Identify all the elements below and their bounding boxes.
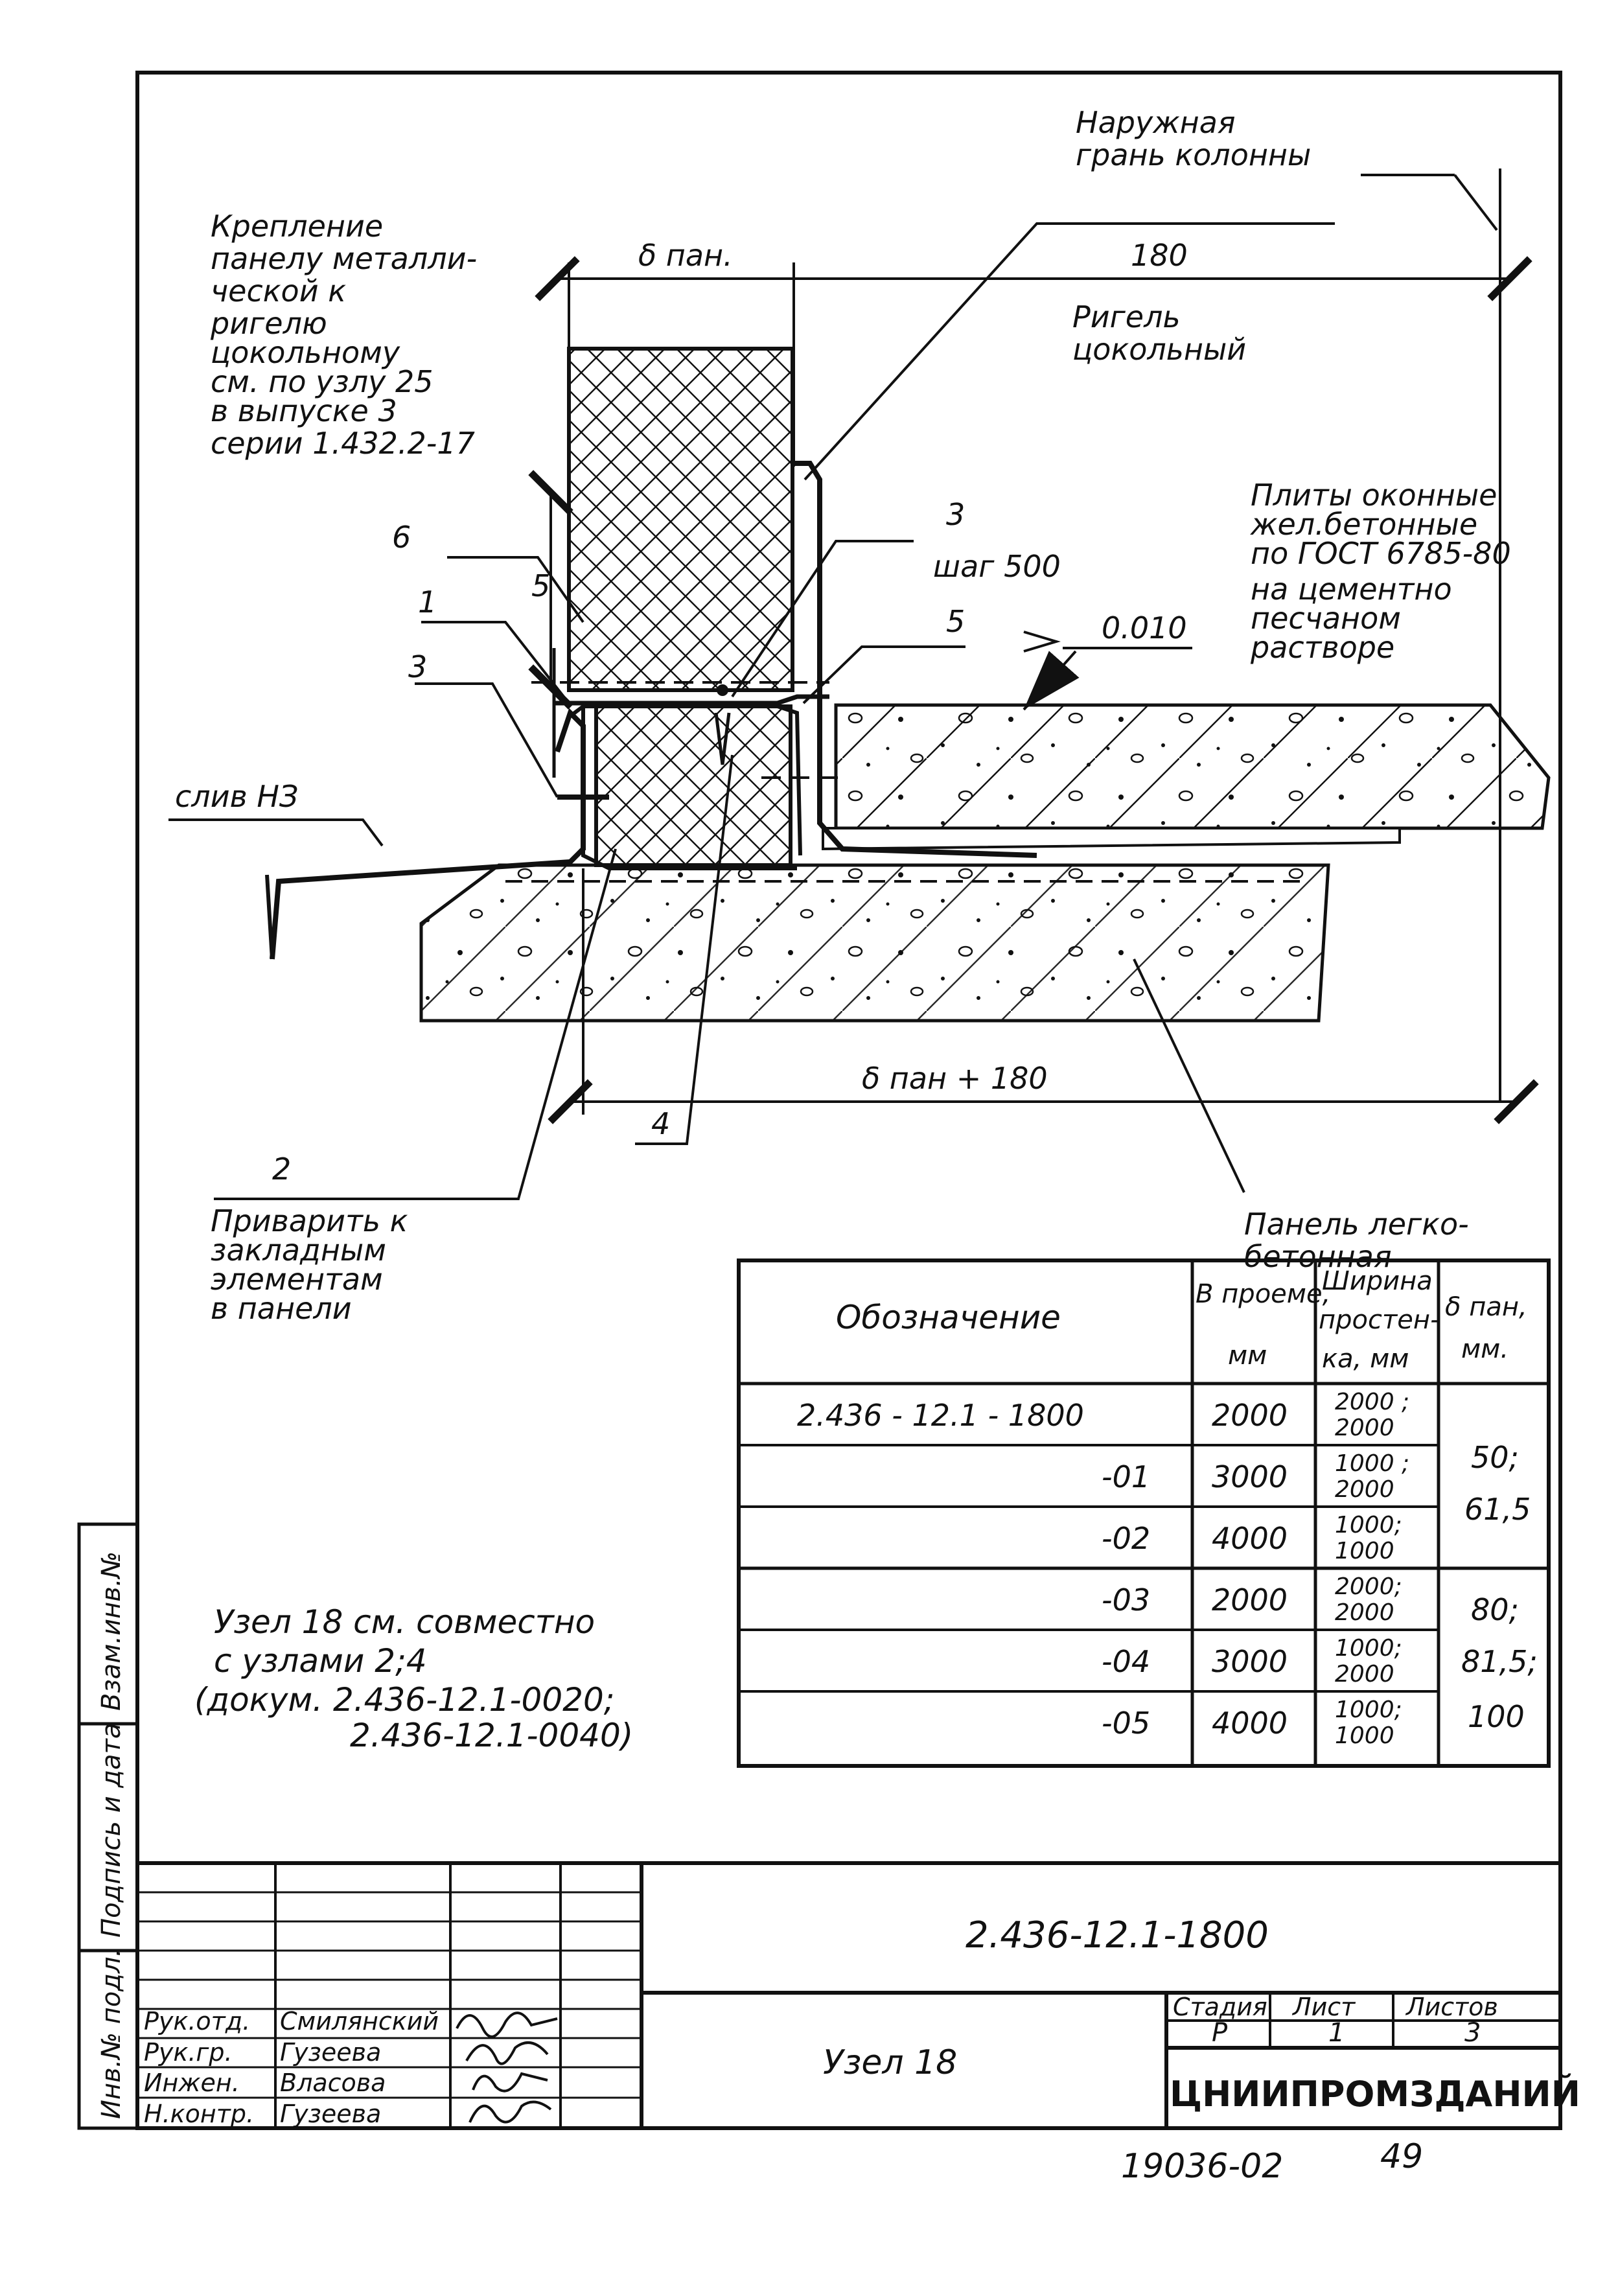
- label-fastening-8: серии 1.432.2-17: [211, 426, 475, 461]
- sig-role-1: Рук.гр.: [144, 2038, 233, 2067]
- label-level: 0.010: [1102, 610, 1187, 645]
- header-width-1: Ширина: [1322, 1266, 1433, 1296]
- stage-header: Стадия: [1173, 1993, 1267, 2021]
- row-3-width-1: 2000;: [1335, 1573, 1402, 1600]
- sig-name-3: Гузеева: [280, 2100, 382, 2128]
- section-drawing: [168, 168, 1549, 1199]
- note-line-4: 2.436-12.1-0040): [350, 1717, 634, 1754]
- sig-name-0: Смилянский: [280, 2007, 439, 2035]
- label-pos-5-right: 5: [946, 604, 965, 639]
- sig-name-1: Гузеева: [280, 2038, 382, 2067]
- row-1-width-1: 1000 ;: [1335, 1450, 1410, 1477]
- label-slabs-2: жел.бетонные: [1251, 507, 1478, 542]
- row-5-width-2: 1000: [1335, 1722, 1394, 1749]
- label-fastening-3: ческой к: [211, 273, 346, 308]
- row-3-width-2: 2000: [1335, 1599, 1394, 1626]
- label-step: шаг 500: [933, 549, 1061, 584]
- sig-role-2: Инжен.: [144, 2069, 240, 2097]
- note-line-3: (докум. 2.436-12.1-0020;: [194, 1681, 615, 1719]
- header-width-2: простен-: [1319, 1305, 1440, 1335]
- sig-role-0: Рук.отд.: [144, 2007, 251, 2035]
- label-pos-6: 6: [392, 520, 411, 555]
- row-0-width-1: 2000 ;: [1335, 1389, 1410, 1415]
- stage-value: Р: [1212, 2018, 1228, 2048]
- label-pos-2: 2: [272, 1152, 292, 1187]
- label-weld-2: закладным: [211, 1233, 386, 1268]
- label-slabs-5: песчаном: [1251, 601, 1401, 636]
- row-4-designation: -04: [1102, 1644, 1151, 1679]
- label-weld-1: Приварить к: [211, 1203, 408, 1238]
- row-2-opening: 4000: [1212, 1521, 1288, 1556]
- row-3-opening: 2000: [1212, 1583, 1288, 1618]
- label-weld-3: элементам: [211, 1262, 383, 1297]
- sheet-header: Лист: [1293, 1993, 1356, 2021]
- row-1-width-2: 2000: [1335, 1476, 1394, 1503]
- dpan-group-1-1: 80;: [1471, 1592, 1520, 1627]
- sheets-value: 3: [1464, 2018, 1481, 2048]
- sig-name-2: Власова: [280, 2069, 386, 2097]
- label-weld-4: в панели: [211, 1291, 352, 1326]
- plinth-rigel: [596, 706, 791, 865]
- dim-180: 180: [1131, 238, 1188, 273]
- label-fastening-4: ригелю: [211, 306, 327, 341]
- drawing-title: Узел 18: [823, 2043, 958, 2082]
- row-5-designation: -05: [1102, 1706, 1151, 1741]
- dim-pan: δ пан.: [638, 238, 733, 273]
- page-number: 49: [1380, 2137, 1424, 2176]
- header-designation: Обозначение: [836, 1299, 1061, 1336]
- label-pos-4: 4: [651, 1106, 671, 1141]
- archive-number: 19036-02: [1121, 2147, 1284, 2186]
- label-slabs-3: по ГОСТ 6785-80: [1251, 536, 1511, 571]
- row-0-width-2: 2000: [1335, 1415, 1394, 1441]
- note-line-2: с узлами 2;4: [214, 1642, 427, 1680]
- label-fastening-1: Крепление: [211, 209, 384, 244]
- dim-total: δ пан + 180: [862, 1061, 1048, 1096]
- label-fastening-6: см. по узлу 25: [211, 364, 434, 399]
- row-1-designation: -01: [1102, 1459, 1151, 1494]
- header-width-3: ка, мм: [1322, 1344, 1409, 1374]
- label-outer-face-2: грань колонны: [1076, 137, 1312, 172]
- doc-code: 2.436-12.1-1800: [965, 1914, 1269, 1956]
- header-opening-2: мм: [1228, 1341, 1267, 1371]
- dpan-group-1-2: 81,5;: [1461, 1644, 1538, 1679]
- label-fastening-5: цокольному: [211, 335, 400, 370]
- row-0-opening: 2000: [1212, 1398, 1288, 1433]
- note-line-1: Узел 18 см. совместно: [214, 1603, 595, 1641]
- sig-role-3: Н.контр.: [144, 2100, 255, 2128]
- dpan-group-0-2: 61,5: [1464, 1492, 1531, 1527]
- node-note: [194, 1603, 633, 1754]
- metal-panel: [569, 349, 792, 690]
- header-dpan-2: мм.: [1461, 1334, 1509, 1364]
- spec-table: [739, 1260, 1549, 1766]
- dpan-group-1-3: 100: [1468, 1699, 1525, 1734]
- label-slabs-1: Плиты оконные: [1251, 478, 1497, 513]
- title-block: [137, 1863, 1580, 2128]
- label-pos-5-left: 5: [531, 568, 551, 603]
- row-4-width-2: 2000: [1335, 1661, 1394, 1687]
- row-1-opening: 3000: [1212, 1459, 1288, 1494]
- row-2-designation: -02: [1102, 1521, 1151, 1556]
- row-4-opening: 3000: [1212, 1644, 1288, 1679]
- label-slabs-4: на цементно: [1251, 572, 1452, 607]
- dpan-group-0-1: 50;: [1471, 1440, 1520, 1475]
- row-2-width-1: 1000;: [1335, 1512, 1402, 1538]
- label-pos-3-top: 3: [946, 497, 965, 532]
- label-pos-1: 1: [418, 585, 437, 620]
- stamp-inv-replace: Взам.инв.№: [97, 1551, 126, 1711]
- label-fastening-7: в выпуске 3: [211, 393, 397, 428]
- row-4-width-1: 1000;: [1335, 1635, 1402, 1662]
- header-opening-1: В проеме,: [1196, 1279, 1331, 1309]
- label-panel-1: Панель легко-: [1244, 1207, 1469, 1242]
- stamp-sign-date: Подпись и дата: [97, 1722, 126, 1938]
- row-2-width-2: 1000: [1335, 1538, 1394, 1564]
- side-stamp: [79, 1524, 137, 2128]
- label-slabs-6: растворе: [1251, 630, 1395, 665]
- label-rigel-2: цокольный: [1072, 332, 1247, 367]
- label-outer-face-1: Наружная: [1076, 105, 1236, 140]
- sheets-header: Листов: [1406, 1993, 1498, 2021]
- sheet-value: 1: [1328, 2018, 1345, 2048]
- label-pos-3-left: 3: [408, 649, 428, 684]
- header-dpan-1: δ пан,: [1445, 1292, 1527, 1322]
- stamp-inv-orig: Инв.№ подл.: [97, 1948, 126, 2119]
- label-panel-2: бетонная: [1244, 1239, 1392, 1274]
- row-3-designation: -03: [1102, 1583, 1151, 1618]
- organization: ЦНИИПРОМЗДАНИЙ: [1170, 2074, 1580, 2115]
- row-5-width-1: 1000;: [1335, 1697, 1402, 1723]
- row-0-designation: 2.436 - 12.1 - 1800: [797, 1398, 1084, 1433]
- label-drain: слив НЗ: [175, 779, 299, 814]
- label-rigel-1: Ригель: [1072, 299, 1181, 334]
- row-5-opening: 4000: [1212, 1706, 1288, 1741]
- label-fastening-2: панелу металли-: [211, 241, 478, 276]
